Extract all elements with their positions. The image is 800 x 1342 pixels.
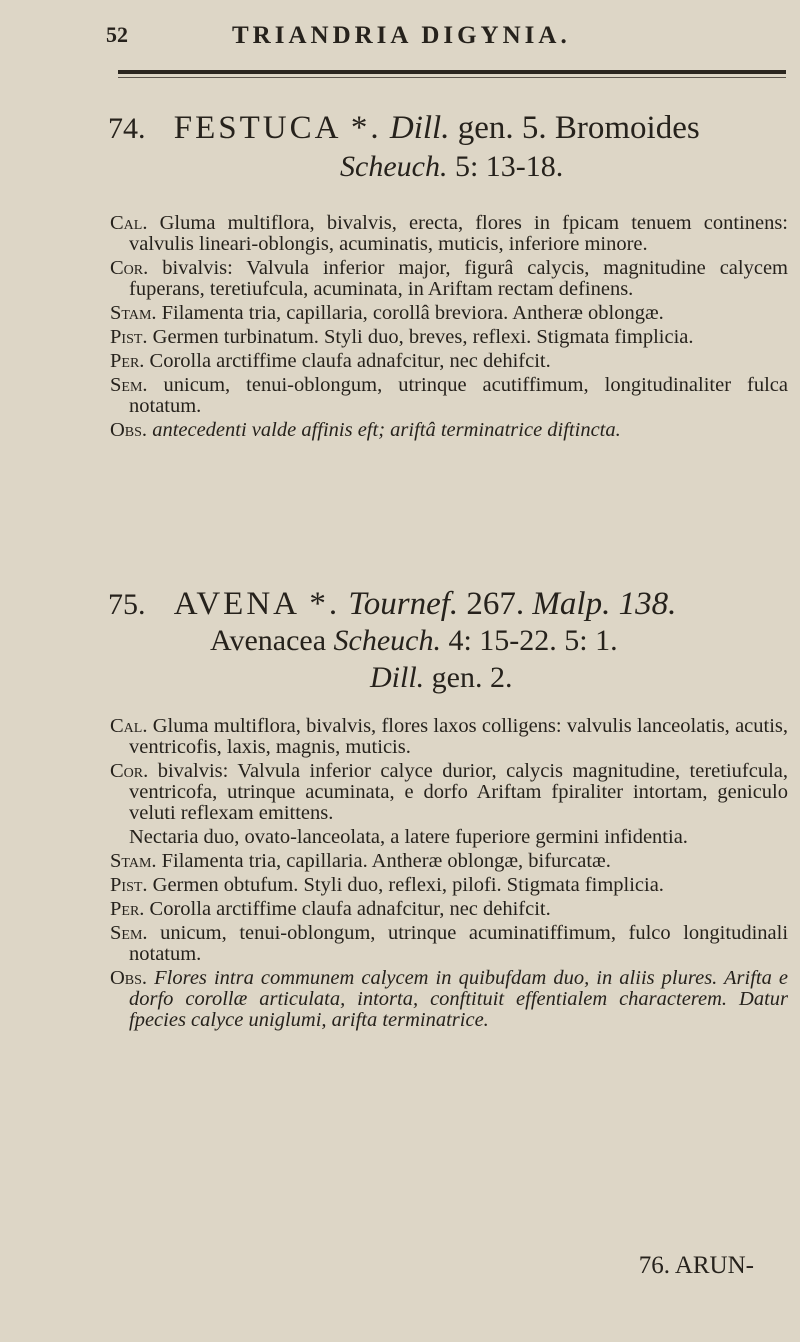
reference-author: Tournef. (348, 586, 459, 622)
page-number: 52 (106, 22, 128, 47)
entry-74-subheading (340, 150, 563, 184)
entry-74-description (110, 213, 788, 444)
description-paragraph: Stam. Filamenta tria, capillaria, corollâ breviora. Antheræ oblongæ. (110, 302, 664, 324)
genus-name: FESTUCA *. (173, 110, 382, 146)
description-paragraph: Nectaria duo, ovato-lanceolata, a latere fuperiore germini infidentia. (129, 826, 688, 848)
reference-detail: 267. (466, 586, 525, 622)
entry-number: 74. (108, 112, 146, 145)
reference-author: Dill. (389, 110, 450, 146)
description-paragraph: Cal. Gluma multiflora, bivalvis, flores laxos colligens: valvulis lanceolatis, acutis, ventricofis, laxis, magnis, muticis. (110, 715, 789, 758)
reference-detail: gen. 2. (431, 661, 513, 694)
entry-75-heading (108, 586, 788, 623)
description-paragraph: Sem. unicum, tenui-oblongum, utrinque acutiffimum, longitudinaliter fulca notatum. (110, 374, 788, 417)
running-head (0, 22, 800, 52)
description-paragraph: Cal. Gluma multiflora, bivalvis, erecta, flores in fpicam tenuem continens: valvulis lineari-oblongis, acuminatis, muticis, inferiore minore. (110, 212, 788, 255)
description-paragraph: Pist. Germen turbinatum. Styli duo, breves, reflexi. Stigmata fimplicia. (110, 326, 694, 348)
description-paragraph: Per. Corolla arctiffime claufa adnafcitur, nec dehifcit. (110, 350, 551, 372)
description-paragraph: Pist. Germen obtufum. Styli duo, reflexi, pilofi. Stigmata fimplicia. (110, 874, 664, 896)
entry-75-subheading-2 (370, 661, 513, 695)
entry-number: 75. (108, 588, 146, 621)
reference-author: Dill. (370, 661, 425, 694)
description-paragraph: Sem. unicum, tenui-oblongum, utrinque acuminatiffimum, fulco longitudinali notatum. (110, 922, 789, 965)
description-paragraph: Stam. Filamenta tria, capillaria. Antheræ oblongæ, bifurcatæ. (110, 850, 611, 872)
entry-75-subheading (210, 624, 618, 658)
catchword: 76. ARUN- (638, 1252, 754, 1279)
description-paragraph: Obs. Flores intra communem calycem in quibufdam duo, in aliis plures. Arifta e dorfo corollæ articulata, intorta, conftituit effentialem characterem. Datur fpecies calyce uniglumi, arifta terminatrice. (110, 967, 789, 1031)
reference-detail: gen. 5. Bromoides (457, 110, 700, 146)
reference-author: Scheuch. (340, 150, 448, 183)
description-paragraph: Cor. bivalvis: Valvula inferior calyce durior, calycis magnitudine, teretiufcula, ventricofa, utrinque acuminata, e dorfo Ariftam fpiraliter intortam, geniculo veluti reflexam emittens. (110, 760, 788, 824)
reference-detail: 5: 13-18. (454, 150, 564, 183)
genus-name: AVENA *. (173, 586, 341, 622)
reference-author: Scheuch. (333, 624, 441, 657)
running-head-title: TRIANDRIA DIGYNIA. (232, 22, 571, 49)
header-rule-thin (118, 77, 786, 78)
description-paragraph: Per. Corolla arctiffime claufa adnafcitur, nec dehifcit. (110, 898, 551, 920)
entry-74-heading (108, 110, 788, 147)
description-paragraph: Obs. antecedenti valde affinis eft; ariftâ terminatrice diftincta. (110, 419, 621, 441)
description-paragraph: Cor. bivalvis: Valvula inferior major, figurâ calycis, magnitudine calycem fuperans, teretiufcula, acuminata, in Ariftam rectam definens. (110, 257, 788, 300)
header-rule (118, 70, 786, 74)
reference-extra: Malp. 138. (532, 586, 677, 622)
synonym-name: Avenacea (210, 624, 327, 657)
entry-75-description (110, 716, 788, 1034)
reference-detail: 4: 15-22. 5: 1. (448, 624, 618, 657)
